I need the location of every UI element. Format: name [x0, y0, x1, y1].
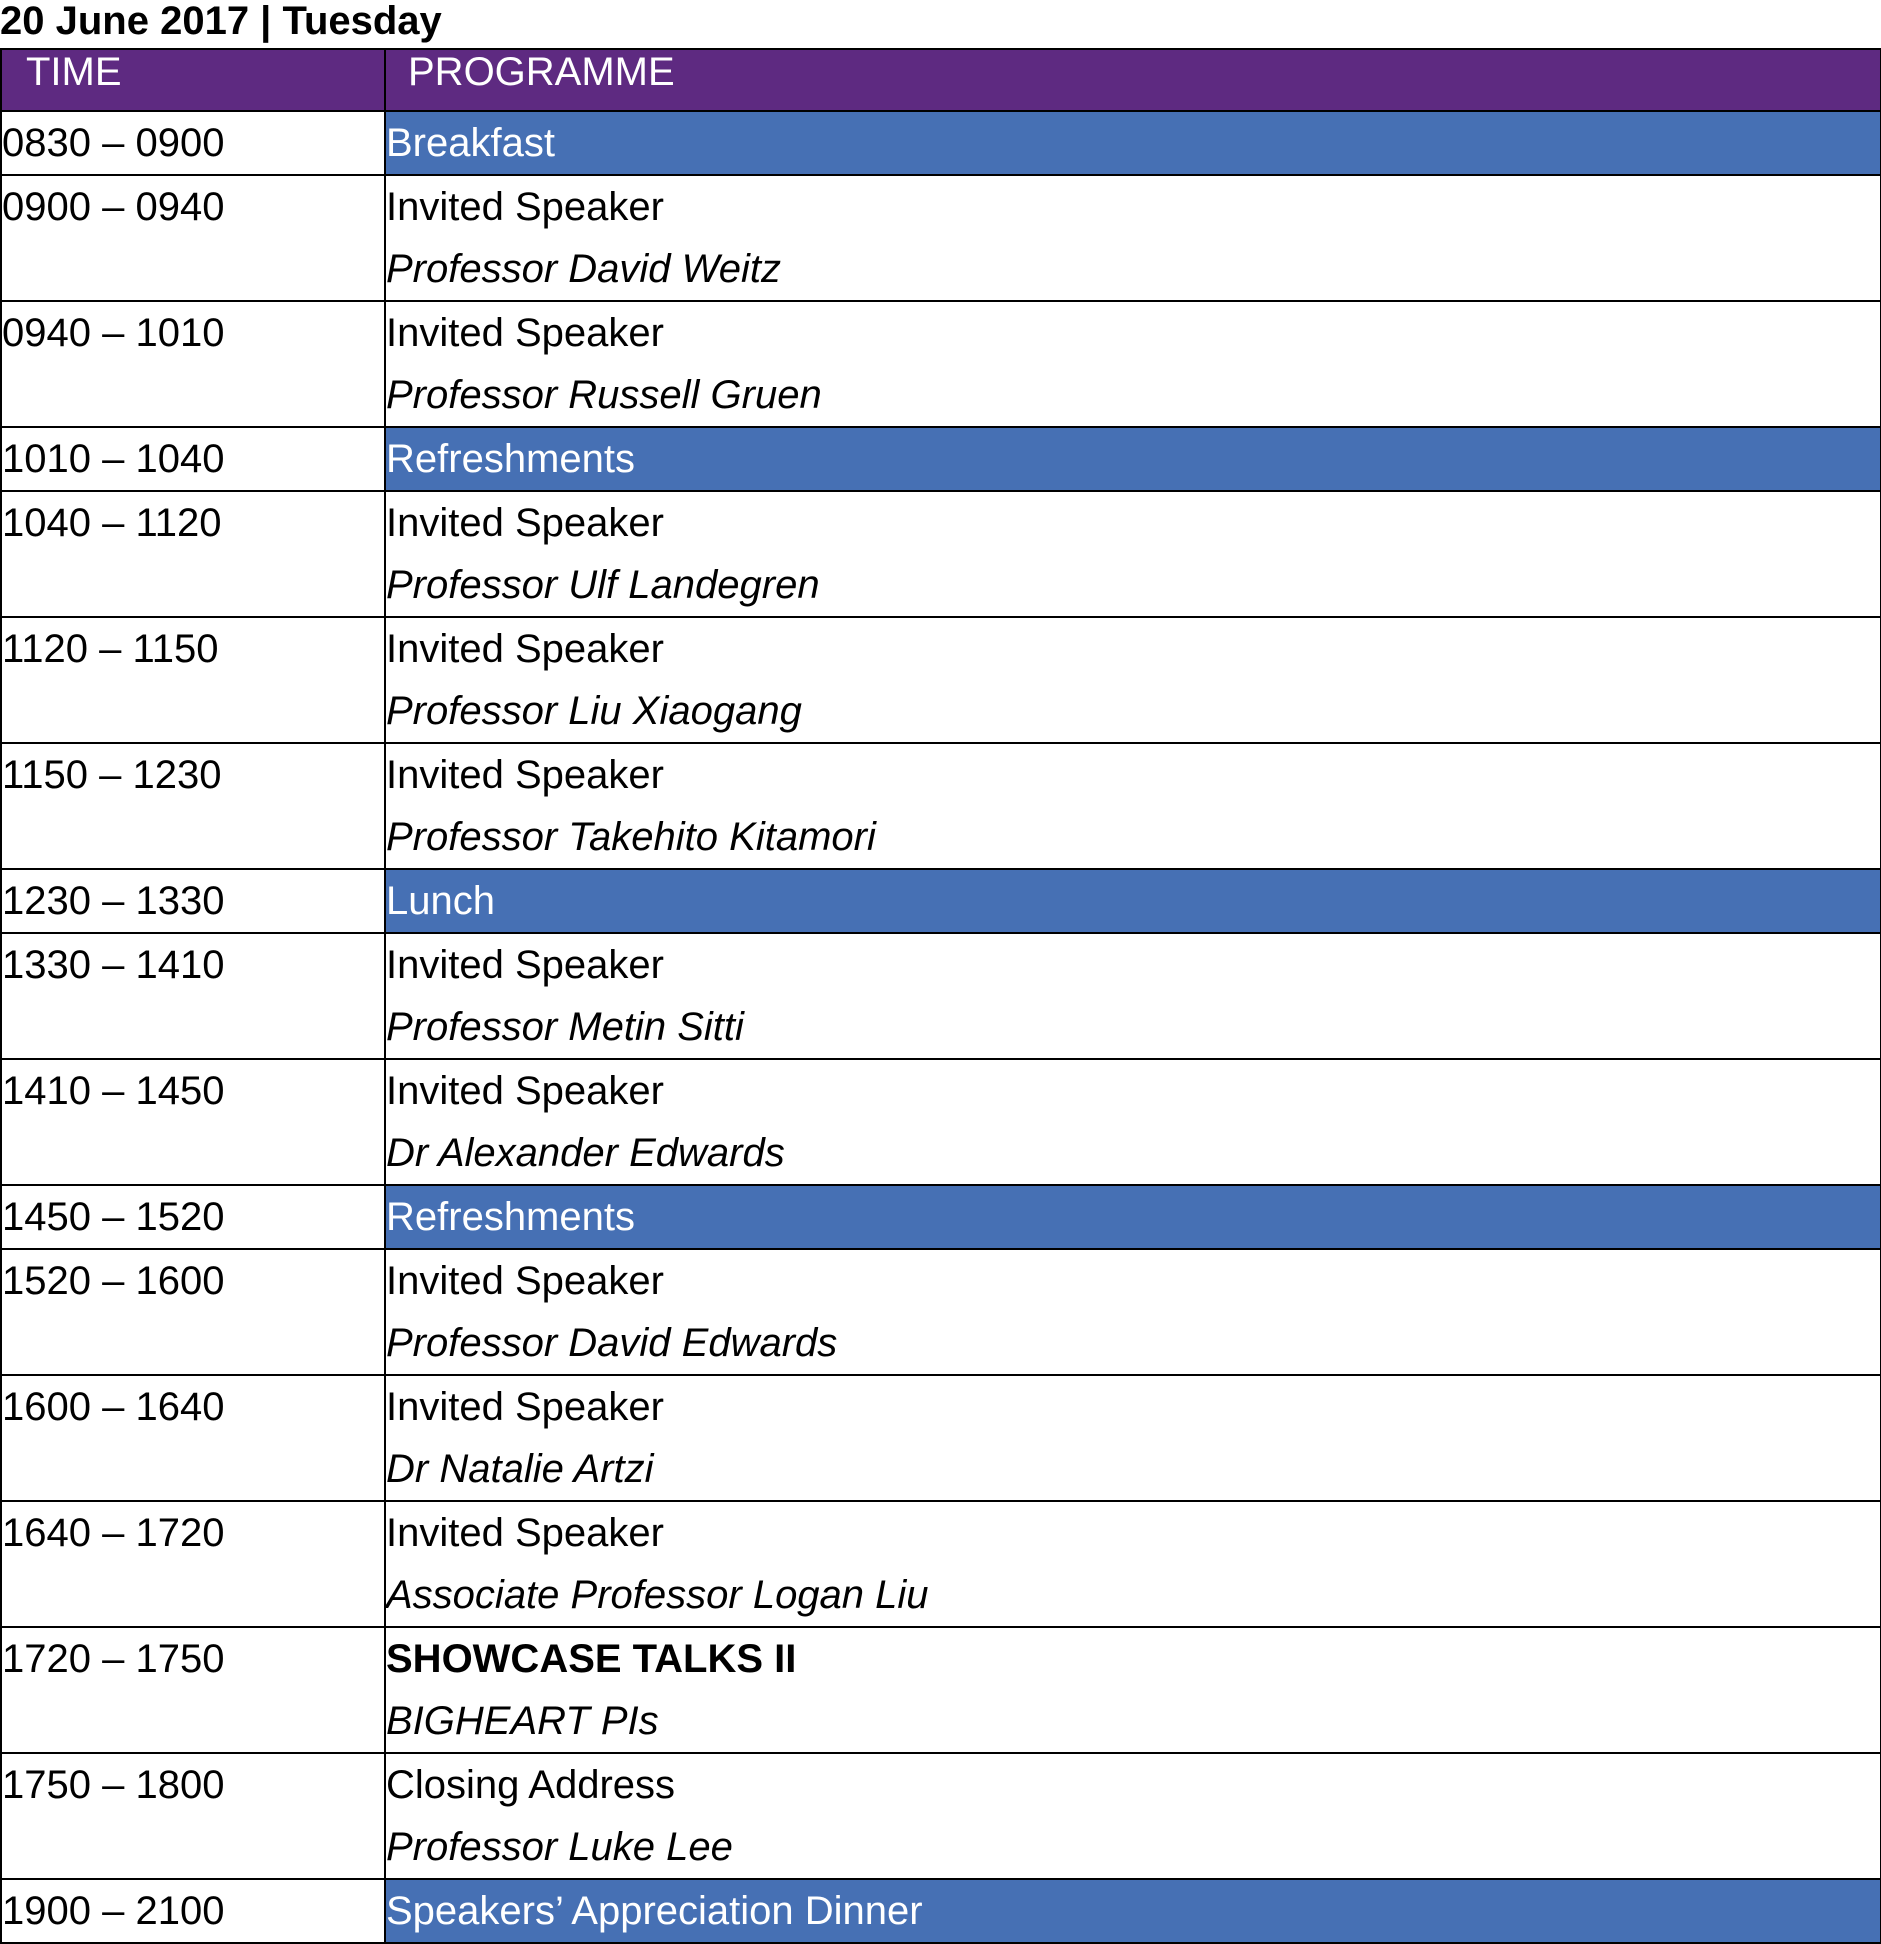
time-range: 1330 – 1410 — [2, 943, 225, 987]
time-cell — [1, 1185, 385, 1249]
time-range: 1720 – 1750 — [2, 1637, 225, 1681]
session-title: Invited Speaker — [386, 1511, 664, 1555]
session-row — [1, 491, 1881, 617]
break-title: Speakers’ Appreciation Dinner — [386, 1889, 923, 1933]
break-row — [1, 427, 1881, 491]
time-column-header: TIME — [1, 49, 385, 111]
time-cell — [1, 1059, 385, 1185]
programme-cell — [385, 1753, 1881, 1879]
break-row — [1, 1879, 1881, 1943]
session-row — [1, 933, 1881, 1059]
programme-cell — [385, 933, 1881, 1059]
session-row — [1, 1501, 1881, 1627]
time-cell — [1, 1879, 385, 1943]
time-range: 1120 – 1150 — [2, 627, 219, 671]
time-range: 1150 – 1230 — [2, 753, 222, 797]
speaker-name: Professor Luke Lee — [386, 1825, 733, 1869]
session-title: Invited Speaker — [386, 185, 664, 229]
session-row — [1, 1627, 1881, 1753]
time-range: 1600 – 1640 — [2, 1385, 225, 1429]
session-title: SHOWCASE TALKS II — [386, 1637, 797, 1681]
time-range: 0900 – 0940 — [2, 185, 225, 229]
break-title: Lunch — [386, 879, 495, 923]
programme-cell — [385, 617, 1881, 743]
programme-cell — [385, 1375, 1881, 1501]
break-title: Breakfast — [386, 121, 555, 165]
session-title: Invited Speaker — [386, 943, 664, 987]
time-cell — [1, 869, 385, 933]
speaker-name: BIGHEART PIs — [386, 1699, 659, 1743]
programme-cell — [385, 743, 1881, 869]
time-range: 1900 – 2100 — [2, 1889, 225, 1933]
time-range: 1040 – 1120 — [2, 501, 222, 545]
session-row — [1, 1375, 1881, 1501]
programme-cell — [385, 869, 1881, 933]
time-cell — [1, 1753, 385, 1879]
programme-cell — [385, 1059, 1881, 1185]
speaker-name: Professor Russell Gruen — [386, 373, 822, 417]
time-range: 1750 – 1800 — [2, 1763, 225, 1807]
programme-cell — [385, 1501, 1881, 1627]
break-row — [1, 869, 1881, 933]
session-row — [1, 1059, 1881, 1185]
programme-cell — [385, 427, 1881, 491]
session-row — [1, 617, 1881, 743]
speaker-name: Professor David Edwards — [386, 1321, 838, 1365]
time-cell — [1, 743, 385, 869]
programme-cell — [385, 1879, 1881, 1943]
session-row — [1, 1753, 1881, 1879]
session-row — [1, 1249, 1881, 1375]
programme-table — [0, 48, 1881, 1944]
page-title: 20 June 2017 | Tuesday — [0, 0, 442, 43]
session-row — [1, 743, 1881, 869]
session-title: Invited Speaker — [386, 1259, 664, 1303]
time-range: 1010 – 1040 — [2, 437, 225, 481]
time-cell — [1, 427, 385, 491]
speaker-name: Professor Ulf Landegren — [386, 563, 820, 607]
time-cell — [1, 301, 385, 427]
session-title: Invited Speaker — [386, 311, 664, 355]
time-range: 1450 – 1520 — [2, 1195, 225, 1239]
time-range: 1640 – 1720 — [2, 1511, 225, 1555]
time-cell — [1, 175, 385, 301]
programme-cell — [385, 111, 1881, 175]
time-cell — [1, 1375, 385, 1501]
session-title: Invited Speaker — [386, 627, 664, 671]
time-cell — [1, 1501, 385, 1627]
programme-cell — [385, 301, 1881, 427]
speaker-name: Professor Liu Xiaogang — [386, 689, 802, 733]
time-range: 1230 – 1330 — [2, 879, 225, 923]
break-title: Refreshments — [386, 1195, 635, 1239]
speaker-name: Professor Metin Sitti — [386, 1005, 744, 1049]
break-title: Refreshments — [386, 437, 635, 481]
programme-column-header: PROGRAMME — [385, 49, 1881, 111]
time-cell — [1, 617, 385, 743]
session-title: Closing Address — [386, 1763, 676, 1807]
programme-cell — [385, 1249, 1881, 1375]
break-row — [1, 111, 1881, 175]
session-title: Invited Speaker — [386, 1069, 664, 1113]
table-header-row — [1, 49, 1881, 111]
break-row — [1, 1185, 1881, 1249]
programme-cell — [385, 491, 1881, 617]
programme-cell — [385, 175, 1881, 301]
session-title: Invited Speaker — [386, 501, 664, 545]
programme-cell — [385, 1185, 1881, 1249]
speaker-name: Dr Alexander Edwards — [386, 1131, 785, 1175]
speaker-name: Associate Professor Logan Liu — [386, 1573, 929, 1617]
speaker-name: Professor David Weitz — [386, 247, 781, 291]
speaker-name: Dr Natalie Artzi — [386, 1447, 654, 1491]
time-cell — [1, 1249, 385, 1375]
programme-cell — [385, 1627, 1881, 1753]
session-title: Invited Speaker — [386, 1385, 664, 1429]
time-range: 1520 – 1600 — [2, 1259, 225, 1303]
time-cell — [1, 491, 385, 617]
session-row — [1, 301, 1881, 427]
time-range: 1410 – 1450 — [2, 1069, 225, 1113]
time-cell — [1, 111, 385, 175]
time-range: 0940 – 1010 — [2, 311, 225, 355]
speaker-name: Professor Takehito Kitamori — [386, 815, 876, 859]
time-cell — [1, 1627, 385, 1753]
session-row — [1, 175, 1881, 301]
session-title: Invited Speaker — [386, 753, 664, 797]
time-cell — [1, 933, 385, 1059]
programme-rows — [1, 111, 1881, 1943]
time-range: 0830 – 0900 — [2, 121, 225, 165]
